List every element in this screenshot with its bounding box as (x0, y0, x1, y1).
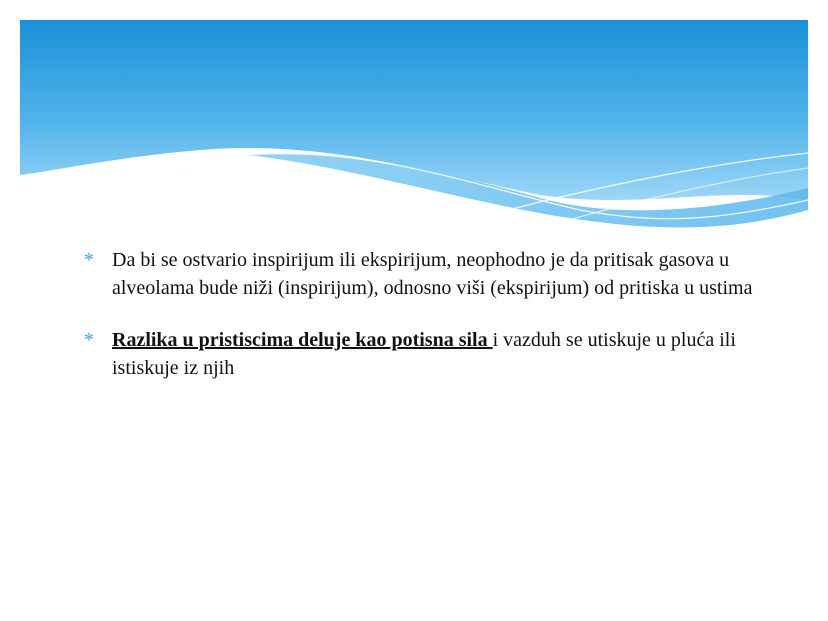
bullet-text: i vazduh se utiskuje u pluća ili istiskuje iz njih (112, 329, 736, 379)
bullet-emphasis-text: Razlika u pristiscima deluje kao potisna sila (112, 329, 493, 351)
bullet-item-2 (82, 326, 772, 382)
bullet-text: Da bi se ostvario inspirijum ili ekspirijum, neophodno je da pritisak gasova u alveolama bude niži (inspirijum), odnosno viši (ekspirijum) od pritiska u ustima (112, 249, 753, 299)
bullet-asterisk-icon: * (84, 329, 94, 351)
header-wave-banner (20, 20, 808, 235)
bullet-asterisk-icon: * (84, 249, 94, 271)
bullet-item-1 (82, 246, 772, 302)
slide-body (82, 246, 772, 406)
